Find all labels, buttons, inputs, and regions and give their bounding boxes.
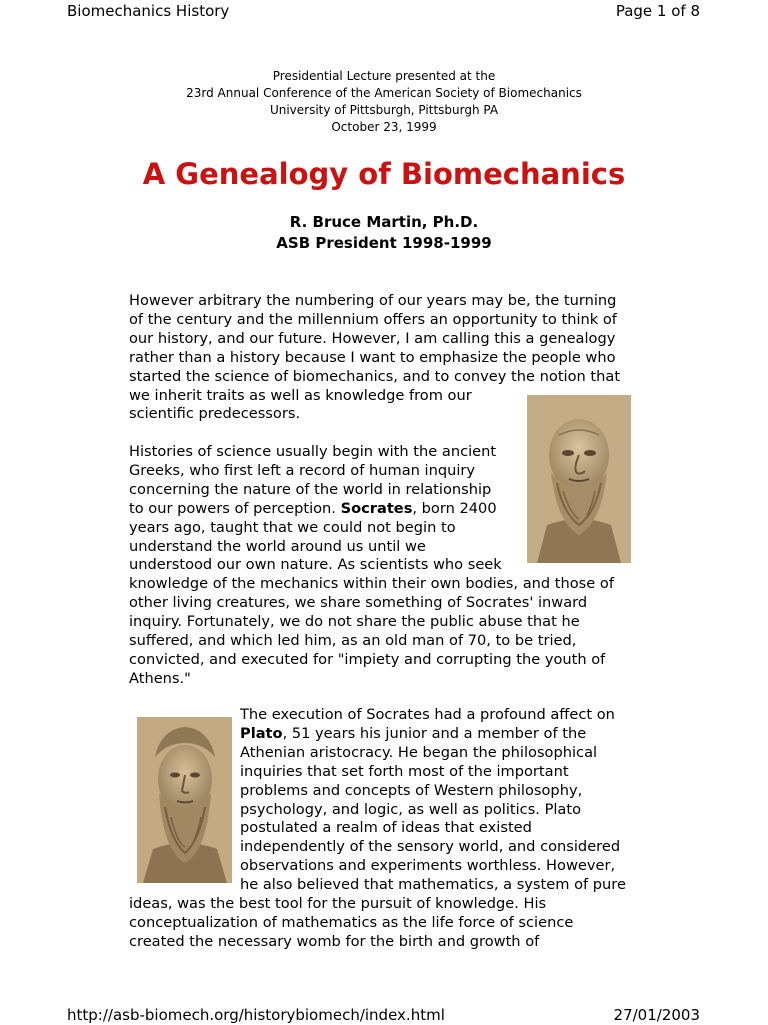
text-line: postulated a realm of ideas that existed (240, 819, 532, 837)
header-page-number: Page 1 of 8 (615, 2, 700, 20)
lecture-info-date: October 23, 1999 (331, 120, 437, 134)
author-block (0, 212, 768, 254)
text-line: rather than a history because I want to emphasize the people who (129, 348, 616, 366)
text-line: started the science of biomechanics, and to convey the notion that (129, 367, 621, 385)
text-line: of the century and the millennium offers an opportunity to think of (129, 310, 617, 328)
text-line: psychology, and logic, as well as politics. Plato (240, 800, 582, 818)
text-line: Athenian aristocracy. He began the philosophical (240, 743, 598, 761)
plato-name: Plato (240, 724, 283, 742)
lecture-info (0, 68, 768, 136)
author-role: ASB President 1998-1999 (276, 234, 492, 252)
text-line (129, 725, 626, 744)
text-line: inquiry. Fortunately, we do not share the public abuse that he (129, 613, 580, 631)
text-line: problems and concepts of Western philosophy, (240, 781, 583, 799)
text-line: observations and experiments worthless. However, (240, 857, 616, 875)
text-segment: to our powers of perception. (129, 499, 341, 517)
text-line: Histories of science usually begin with the ancient (129, 443, 497, 460)
text-segment: , born 2400 (412, 499, 497, 517)
lecture-info-line: University of Pittsburgh, Pittsburgh PA (269, 103, 499, 117)
text-line: Athens." (129, 669, 191, 687)
header-document-title: Biomechanics History (67, 2, 230, 20)
text-line: The execution of Socrates had a profound affect on (240, 706, 615, 723)
footer-url-link[interactable]: http://asb-biomech.org/historybiomech/index.html (67, 1006, 445, 1024)
text-line: years ago, taught that we could not begin to (129, 518, 456, 536)
text-line: independently of the sensory world, and considered (240, 838, 621, 856)
text-line: ideas, was the best tool for the pursuit of knowledge. His (129, 895, 547, 913)
author-name: R. Bruce Martin, Ph.D. (289, 213, 479, 231)
text-line: knowledge of the mechanics within their own bodies, and those of (129, 575, 614, 593)
socrates-name: Socrates (340, 499, 413, 517)
text-line: However arbitrary the numbering of our years may be, the turning (129, 292, 617, 309)
text-line: other living creatures, we share something of Socrates' inward (129, 594, 588, 612)
text-line: he also believed that mathematics, a system of pure (240, 876, 626, 894)
paragraph-plato (129, 706, 626, 952)
text-line (129, 500, 614, 519)
text-line: created the necessary womb for the birth and growth of (129, 932, 540, 950)
page-title: A Genealogy of Biomechanics (142, 157, 626, 191)
text-line: understand the world around us until we (129, 537, 426, 555)
text-line: concerning the nature of the world in relationship (129, 480, 492, 498)
text-line: suffered, and which led him, as an old man of 70, to be tried, (129, 632, 577, 650)
text-line: Greeks, who first left a record of human inquiry (129, 461, 476, 479)
text-line: inquiries that set forth most of the important (240, 762, 569, 780)
text-line: understood our own nature. As scientists who seek (129, 556, 502, 574)
lecture-info-line: 23rd Annual Conference of the American Society of Biomechanics (186, 86, 582, 100)
paragraph-socrates (129, 443, 614, 689)
footer-date: 27/01/2003 (613, 1006, 700, 1024)
text-line: we inherit traits as well as knowledge from our (129, 386, 472, 404)
text-line: our history, and our future. However, I am calling this a genealogy (129, 329, 616, 347)
text-line: scientific predecessors. (129, 405, 301, 423)
text-segment: , 51 years his junior and a member of the (282, 724, 587, 742)
text-line: convicted, and executed for "impiety and corrupting the youth of (129, 650, 606, 668)
text-line: conceptualization of mathematics as the life force of science (129, 913, 574, 931)
lecture-info-line: Presidential Lecture presented at the (272, 69, 496, 83)
